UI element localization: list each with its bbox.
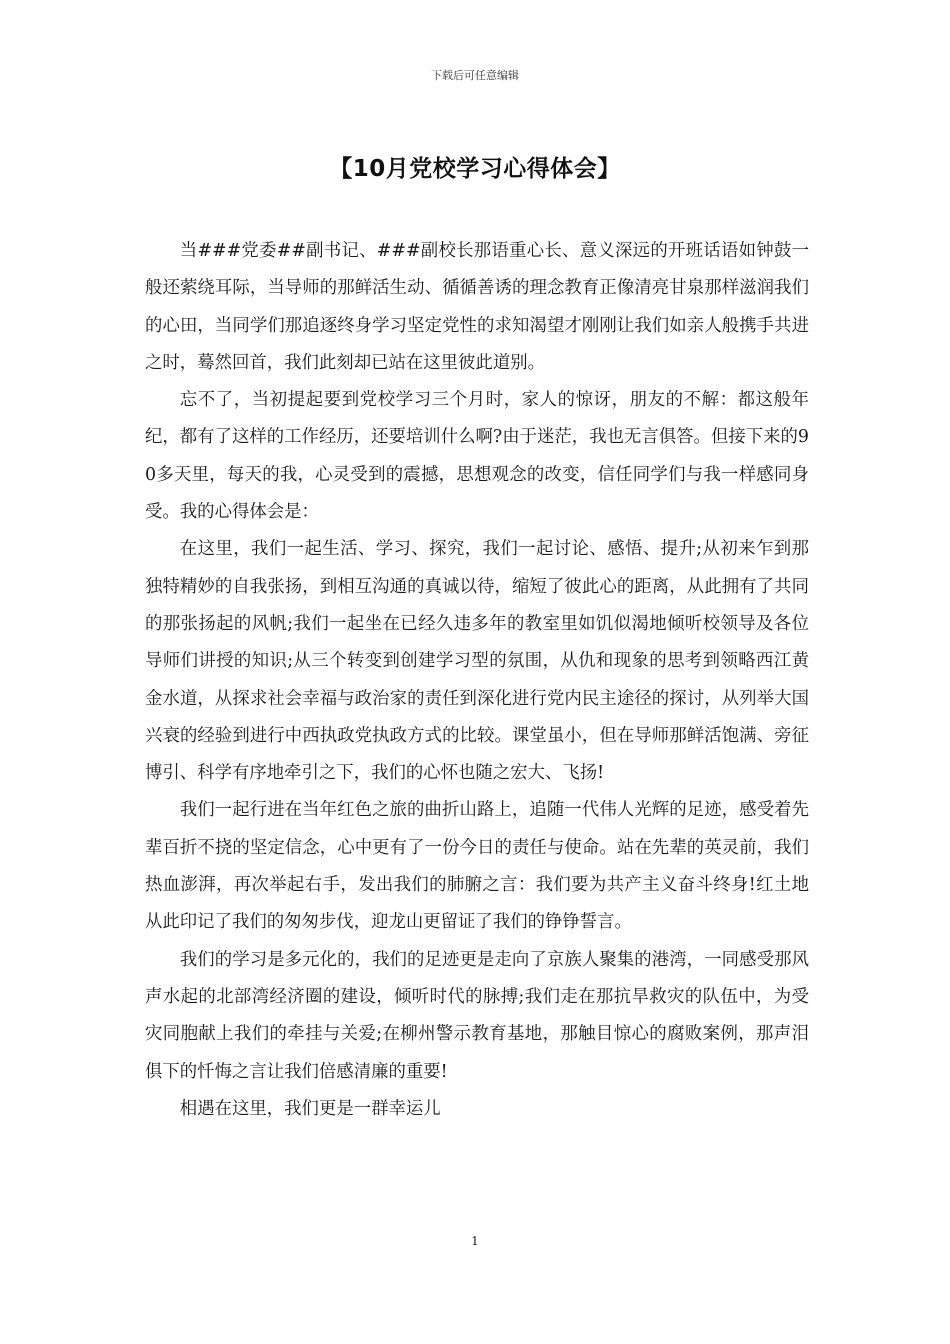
page-number: 1 xyxy=(471,1234,479,1248)
paragraph: 我们的学习是多元化的，我们的足迹更是走向了京族人聚集的港湾，一同感受那风声水起的北部湾经济圈的建设，倾听时代的脉搏;我们走在那抗旱救灾的队伍中，为受灾同胞献上我们的牵挂与关爱;在柳州警示教育基地，那触目惊心的腐败案例，那声泪俱下的忏悔之言让我们倍感清廉的重要! xyxy=(145,949,809,1082)
paragraph: 相遇在这里，我们更是一群幸运儿 xyxy=(179,1098,441,1119)
header-note: 下载后可任意编辑 xyxy=(431,69,519,82)
document-title: 【10月党校学习心得体会】 xyxy=(329,156,621,182)
document-body xyxy=(145,233,809,1128)
paragraph: 在这里，我们一起生活、学习、探究，我们一起讨论、感悟、提升;从初来乍到那独特精妙的自我张扬，到相互沟通的真诚以待，缩短了彼此心的距离，从此拥有了共同的那张扬起的风帆;我们一起坐在已经久违多年的教室里如饥似渴地倾听校领导及各位导师们讲授的知识;从三个转变到创建学习型的氛围，从仇和现象的思考到领略西江黄金水道，从探求社会幸福与政治家的责任到深化进行党内民主途径的探讨，从列举大国兴衰的经验到进行中西执政党执政方式的比较。课堂虽小，但在导师那鲜活饱满、旁征博引、科学有序地牵引之下，我们的心怀也随之宏大、飞扬! xyxy=(145,539,809,784)
paragraph: 我们一起行进在当年红色之旅的曲折山路上，追随一代伟人光辉的足迹，感受着先辈百折不挠的坚定信念，心中更有了一份今日的责任与使命。站在先辈的英灵前，我们热血澎湃，再次举起右手，发出我们的肺腑之言：我们要为共产主义奋斗终身!红土地从此印记了我们的匆匆步伐，迎龙山更留证了我们的铮铮誓言。 xyxy=(145,800,809,933)
paragraph: 忘不了，当初提起要到党校学习三个月时，家人的惊讶，朋友的不解：都这般年纪，都有了这样的工作经历，还要培训什么啊?由于迷茫，我也无言俱答。但接下来的90多天里，每天的我，心灵受到的震撼，思想观念的改变，信任同学们与我一样感同身受。我的心得体会是： xyxy=(145,390,809,523)
paragraph: 当###党委##副书记、###副校长那语重心长、意义深远的开班话语如钟鼓一般还萦绕耳际，当导师的那鲜活生动、循循善诱的理念教育正像清亮甘泉那样滋润我们的心田，当同学们那追逐终身学习坚定党性的求知渴望才刚刚让我们如亲人般携手共进之时，蓦然回首，我们此刻却已站在这里彼此道别。 xyxy=(145,241,809,373)
